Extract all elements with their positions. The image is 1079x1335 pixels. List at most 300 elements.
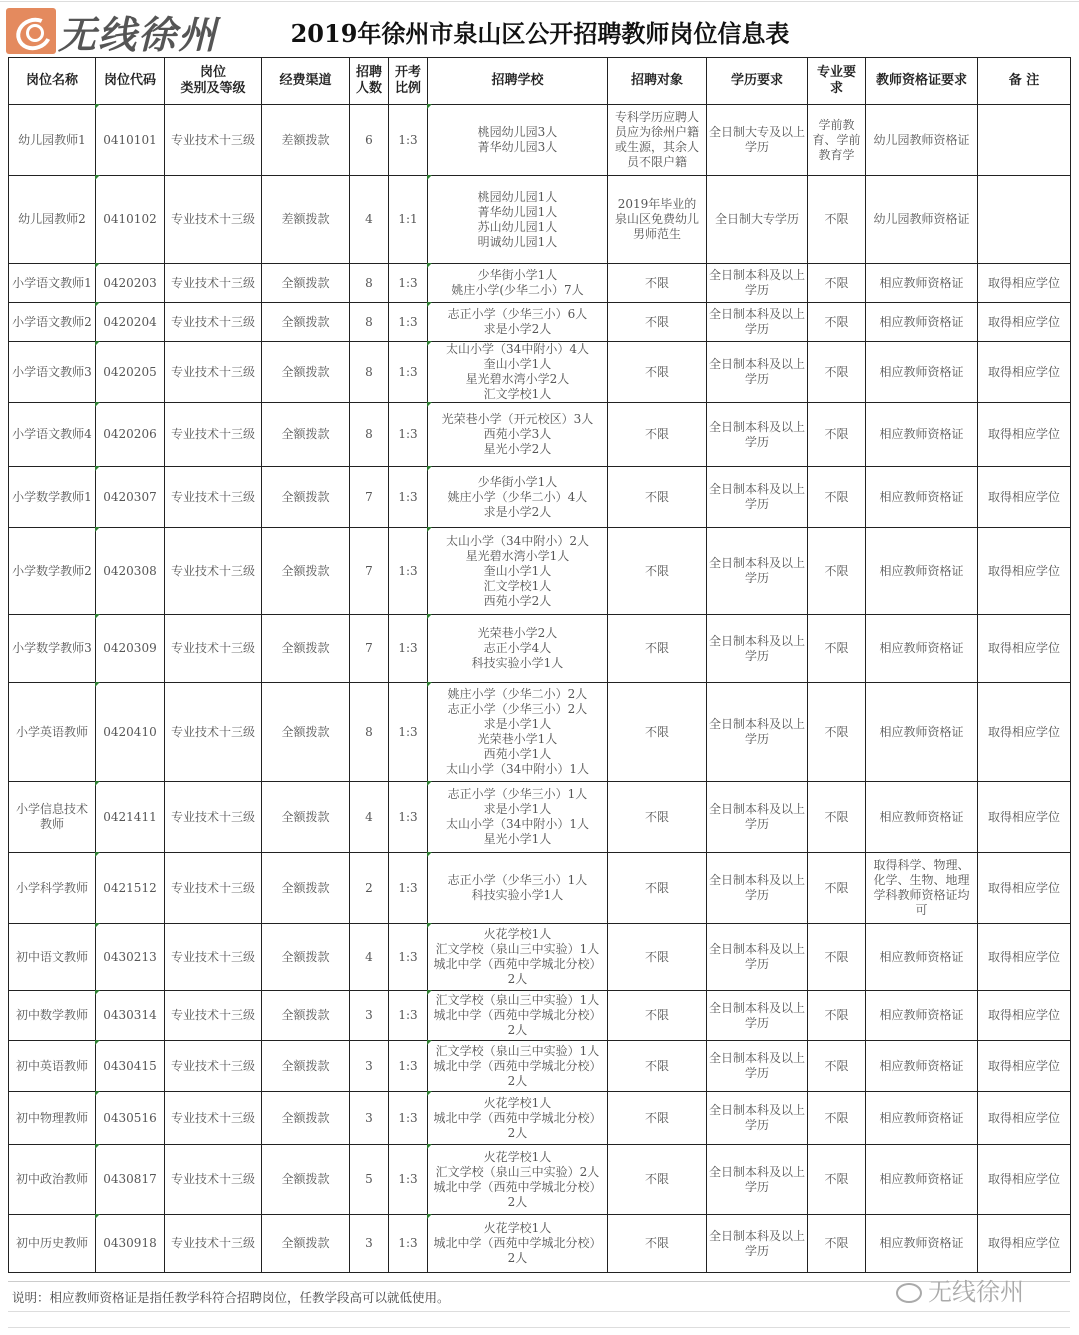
cell-hire-count: 7 xyxy=(350,615,389,683)
cell-education-requirement: 全日制本科及以上学历 xyxy=(707,991,808,1041)
cell-education-requirement: 全日制本科及以上学历 xyxy=(707,467,808,528)
cell-certificate-requirement: 相应教师资格证 xyxy=(866,467,978,528)
cell-hire-count: 8 xyxy=(350,264,389,303)
cell-major-requirement: 不限 xyxy=(808,528,866,615)
cell-position-level: 专业技术十三级 xyxy=(165,342,262,403)
table-row xyxy=(9,924,1071,991)
cell-position-level: 专业技术十三级 xyxy=(165,782,262,853)
cell-schools xyxy=(428,1215,608,1273)
cell-education-requirement: 全日制大专学历 xyxy=(707,176,808,264)
table-row xyxy=(9,342,1071,403)
cell-position-name: 初中语文教师 xyxy=(9,924,96,991)
column-header-line: 招聘学校 xyxy=(491,73,544,88)
table-row xyxy=(9,1145,1071,1215)
cell-exam-ratio: 1:3 xyxy=(389,105,428,176)
brand-logo-icon xyxy=(6,8,56,54)
column-header-line: 招聘 xyxy=(355,65,382,80)
cell-position-level: 专业技术十三级 xyxy=(165,467,262,528)
cell-exam-ratio: 1:3 xyxy=(389,924,428,991)
cell-hire-count: 4 xyxy=(350,782,389,853)
table-header-row xyxy=(9,58,1071,105)
cell-hire-count: 3 xyxy=(350,1215,389,1273)
cell-position-code: 0420203 xyxy=(96,264,165,303)
cell-remark: 取得相应学位 xyxy=(978,853,1071,924)
cell-schools xyxy=(428,991,608,1041)
cell-remark: 取得相应学位 xyxy=(978,403,1071,467)
cell-certificate-requirement: 相应教师资格证 xyxy=(866,1215,978,1273)
cell-certificate-requirement: 幼儿园教师资格证 xyxy=(866,176,978,264)
cell-major-requirement: 不限 xyxy=(808,1215,866,1273)
cell-position-code: 0430415 xyxy=(96,1041,165,1092)
cell-certificate-requirement: 相应教师资格证 xyxy=(866,342,978,403)
cell-remark: 取得相应学位 xyxy=(978,264,1071,303)
cell-remark: 取得相应学位 xyxy=(978,1215,1071,1273)
cell-remark: 取得相应学位 xyxy=(978,1041,1071,1092)
cell-position-name: 幼儿园教师1 xyxy=(9,105,96,176)
column-header-line: 开考 xyxy=(394,65,421,80)
cell-funding-source: 全额拨款 xyxy=(262,991,350,1041)
school-line: 姚庄小学(少华二小）7人 xyxy=(451,283,584,297)
cell-education-requirement: 全日制本科及以上学历 xyxy=(707,683,808,782)
cell-schools xyxy=(428,782,608,853)
cell-schools xyxy=(428,303,608,342)
cell-education-requirement: 全日制本科及以上学历 xyxy=(707,853,808,924)
cell-remark: 取得相应学位 xyxy=(978,991,1071,1041)
cell-remark: 取得相应学位 xyxy=(978,303,1071,342)
column-header-line: 备 注 xyxy=(1008,73,1040,88)
column-header-line: 比例 xyxy=(394,81,421,96)
cell-position-level: 专业技术十三级 xyxy=(165,991,262,1041)
cell-position-name: 小学科学教师 xyxy=(9,853,96,924)
cell-hire-count: 6 xyxy=(350,105,389,176)
school-line: 2人 xyxy=(507,1073,528,1088)
cell-education-requirement: 全日制大专及以上学历 xyxy=(707,105,808,176)
cell-exam-ratio: 1:3 xyxy=(389,853,428,924)
school-line: 太山小学（34中附小）1人 xyxy=(446,817,589,831)
cell-major-requirement: 不限 xyxy=(808,342,866,403)
column-header xyxy=(389,58,428,105)
cell-schools xyxy=(428,924,608,991)
cell-certificate-requirement: 相应教师资格证 xyxy=(866,264,978,303)
cell-major-requirement: 不限 xyxy=(808,303,866,342)
cell-exam-ratio: 1:3 xyxy=(389,528,428,615)
cell-position-level: 专业技术十三级 xyxy=(165,924,262,991)
cell-remark: 取得相应学位 xyxy=(978,924,1071,991)
school-line: 姚庄小学（少华二小）4人 xyxy=(447,489,588,504)
cell-remark: 取得相应学位 xyxy=(978,342,1071,403)
cell-certificate-requirement: 相应教师资格证 xyxy=(866,1092,978,1145)
cell-hire-count: 4 xyxy=(350,176,389,264)
cell-certificate-requirement: 相应教师资格证 xyxy=(866,528,978,615)
school-line: 星光碧水湾小学2人 xyxy=(465,372,570,386)
cell-target-applicants: 不限 xyxy=(608,853,707,924)
cell-remark: 取得相应学位 xyxy=(978,467,1071,528)
table-row xyxy=(9,528,1071,615)
cell-position-name: 小学数学教师1 xyxy=(9,467,96,528)
school-line: 明诚幼儿园1人 xyxy=(477,234,558,249)
cell-hire-count: 4 xyxy=(350,924,389,991)
cell-hire-count: 8 xyxy=(350,683,389,782)
cell-position-level: 专业技术十三级 xyxy=(165,528,262,615)
column-header-line: 招聘对象 xyxy=(630,73,683,88)
cell-remark: 取得相应学位 xyxy=(978,615,1071,683)
cell-funding-source: 全额拨款 xyxy=(262,1215,350,1273)
cell-certificate-requirement: 相应教师资格证 xyxy=(866,683,978,782)
school-line: 汇文学校1人 xyxy=(483,387,552,401)
cell-exam-ratio: 1:3 xyxy=(389,782,428,853)
cell-position-level: 专业技术十三级 xyxy=(165,176,262,264)
cell-funding-source: 全额拨款 xyxy=(262,303,350,342)
table-row xyxy=(9,303,1071,342)
cell-target-applicants: 不限 xyxy=(608,683,707,782)
table-body xyxy=(9,105,1071,1273)
page-title: 2019年徐州市泉山区公开招聘教师岗位信息表 xyxy=(290,19,790,48)
column-header xyxy=(608,58,707,105)
school-line: 汇文学校（泉山三中实验）2人 xyxy=(435,1164,600,1179)
school-line: 2人 xyxy=(507,1251,528,1265)
cell-target-applicants: 不限 xyxy=(608,782,707,853)
school-line: 少华街小学1人 xyxy=(477,474,558,489)
cell-target-applicants: 2019年毕业的泉山区免费幼儿男师范生 xyxy=(608,176,707,264)
school-line: 火花学校1人 xyxy=(483,927,552,941)
school-line: 汇文学校（泉山三中实验）1人 xyxy=(435,1043,600,1058)
school-line: 姚庄小学（少华二小）2人 xyxy=(447,687,588,701)
cell-schools xyxy=(428,1041,608,1092)
cell-exam-ratio: 1:3 xyxy=(389,1145,428,1215)
column-header-line: 教师资格证要求 xyxy=(875,73,967,88)
cell-position-level: 专业技术十三级 xyxy=(165,105,262,176)
cell-target-applicants: 不限 xyxy=(608,924,707,991)
cell-major-requirement: 不限 xyxy=(808,782,866,853)
cell-target-applicants: 不限 xyxy=(608,342,707,403)
school-line: 2人 xyxy=(507,1023,528,1037)
cell-funding-source: 差额拨款 xyxy=(262,176,350,264)
cell-funding-source: 全额拨款 xyxy=(262,924,350,991)
cell-exam-ratio: 1:1 xyxy=(389,176,428,264)
cell-position-code: 0430918 xyxy=(96,1215,165,1273)
cell-target-applicants: 不限 xyxy=(608,1092,707,1145)
cell-education-requirement: 全日制本科及以上学历 xyxy=(707,1215,808,1273)
column-header-line: 岗位代码 xyxy=(103,73,156,88)
school-line: 求是小学2人 xyxy=(483,504,552,519)
cell-position-code: 0420204 xyxy=(96,303,165,342)
cell-target-applicants: 不限 xyxy=(608,303,707,342)
cell-funding-source: 全额拨款 xyxy=(262,264,350,303)
table-row xyxy=(9,467,1071,528)
column-header xyxy=(978,58,1071,105)
cell-remark xyxy=(978,105,1071,176)
school-line: 科技实验小学1人 xyxy=(471,656,564,670)
cell-education-requirement: 全日制本科及以上学历 xyxy=(707,1041,808,1092)
cell-funding-source: 全额拨款 xyxy=(262,1041,350,1092)
table-row xyxy=(9,403,1071,467)
school-line: 火花学校1人 xyxy=(483,1221,552,1235)
cell-schools xyxy=(428,615,608,683)
cell-schools xyxy=(428,467,608,528)
table-row xyxy=(9,1041,1071,1092)
cell-target-applicants: 不限 xyxy=(608,264,707,303)
cell-education-requirement: 全日制本科及以上学历 xyxy=(707,528,808,615)
column-header xyxy=(428,58,608,105)
cell-target-applicants: 不限 xyxy=(608,528,707,615)
cell-schools xyxy=(428,264,608,303)
cell-schools xyxy=(428,342,608,403)
cell-funding-source: 全额拨款 xyxy=(262,342,350,403)
school-line: 太山小学（34中附小）4人 xyxy=(446,342,589,356)
cell-certificate-requirement: 相应教师资格证 xyxy=(866,615,978,683)
cell-position-name: 小学英语教师 xyxy=(9,683,96,782)
cell-position-level: 专业技术十三级 xyxy=(165,1215,262,1273)
school-line: 光荣巷小学1人 xyxy=(477,732,558,746)
table-row xyxy=(9,615,1071,683)
school-line: 星光小学1人 xyxy=(483,832,552,846)
cell-schools xyxy=(428,176,608,264)
table-row xyxy=(9,1215,1071,1273)
table-row xyxy=(9,176,1071,264)
cell-hire-count: 3 xyxy=(350,991,389,1041)
cell-position-level: 专业技术十三级 xyxy=(165,403,262,467)
cell-position-code: 0420206 xyxy=(96,403,165,467)
cell-major-requirement: 不限 xyxy=(808,403,866,467)
cell-position-name: 幼儿园教师2 xyxy=(9,176,96,264)
cell-position-level: 专业技术十三级 xyxy=(165,853,262,924)
school-line: 西苑小学1人 xyxy=(483,747,552,761)
cell-exam-ratio: 1:3 xyxy=(389,342,428,403)
cell-position-code: 0420307 xyxy=(96,467,165,528)
cell-schools xyxy=(428,403,608,467)
school-line: 星光小学2人 xyxy=(483,442,552,456)
school-line: 苏山幼儿园1人 xyxy=(477,219,558,234)
cell-education-requirement: 全日制本科及以上学历 xyxy=(707,303,808,342)
school-line: 太山小学（34中附小）1人 xyxy=(446,762,589,776)
cell-position-code: 0430817 xyxy=(96,1145,165,1215)
watermark xyxy=(896,1272,1024,1307)
cell-certificate-requirement: 相应教师资格证 xyxy=(866,1145,978,1215)
cell-funding-source: 全额拨款 xyxy=(262,1145,350,1215)
cell-funding-source: 差额拨款 xyxy=(262,105,350,176)
cell-remark: 取得相应学位 xyxy=(978,782,1071,853)
column-header xyxy=(707,58,808,105)
school-line: 少华街小学1人 xyxy=(477,268,558,282)
column-header-line: 人数 xyxy=(355,81,382,96)
school-line: 城北中学（西苑中学城北分校） xyxy=(433,1236,602,1250)
cell-target-applicants: 不限 xyxy=(608,991,707,1041)
cell-remark xyxy=(978,176,1071,264)
cell-target-applicants: 不限 xyxy=(608,1041,707,1092)
cell-major-requirement: 不限 xyxy=(808,264,866,303)
cell-hire-count: 7 xyxy=(350,467,389,528)
cell-hire-count: 8 xyxy=(350,403,389,467)
cell-position-code: 0421411 xyxy=(96,782,165,853)
cell-target-applicants: 不限 xyxy=(608,403,707,467)
school-line: 星光碧水湾小学1人 xyxy=(465,548,570,563)
cell-position-level: 专业技术十三级 xyxy=(165,1145,262,1215)
table-row xyxy=(9,853,1071,924)
school-line: 2人 xyxy=(507,1194,528,1209)
cell-position-code: 0410102 xyxy=(96,176,165,264)
column-header-line: 岗位名称 xyxy=(25,73,78,88)
cell-major-requirement: 学前教育、学前教育学 xyxy=(808,105,866,176)
cell-target-applicants: 不限 xyxy=(608,615,707,683)
school-line: 城北中学（西苑中学城北分校） xyxy=(433,1008,602,1022)
cell-exam-ratio: 1:3 xyxy=(389,683,428,782)
school-line: 求是小学1人 xyxy=(483,802,552,816)
school-line: 志正小学（少华三小）2人 xyxy=(447,702,588,716)
cell-position-code: 0420308 xyxy=(96,528,165,615)
school-line: 火花学校1人 xyxy=(483,1095,552,1110)
school-line: 志正小学4人 xyxy=(483,641,552,655)
column-header-line: 岗位 xyxy=(199,65,226,80)
cell-education-requirement: 全日制本科及以上学历 xyxy=(707,615,808,683)
table-row xyxy=(9,105,1071,176)
column-header xyxy=(808,58,866,105)
cell-hire-count: 5 xyxy=(350,1145,389,1215)
cell-position-level: 专业技术十三级 xyxy=(165,264,262,303)
table-row xyxy=(9,683,1071,782)
top-divider xyxy=(0,1,1079,2)
school-line: 求是小学1人 xyxy=(483,717,552,731)
cell-hire-count: 2 xyxy=(350,853,389,924)
cell-position-level: 专业技术十三级 xyxy=(165,1092,262,1145)
cell-certificate-requirement: 相应教师资格证 xyxy=(866,782,978,853)
cell-certificate-requirement: 相应教师资格证 xyxy=(866,403,978,467)
cell-schools xyxy=(428,528,608,615)
school-line: 桃园幼儿园1人 xyxy=(477,189,558,204)
cell-position-level: 专业技术十三级 xyxy=(165,615,262,683)
cell-hire-count: 7 xyxy=(350,528,389,615)
cell-major-requirement: 不限 xyxy=(808,683,866,782)
cell-position-name: 初中数学教师 xyxy=(9,991,96,1041)
cell-major-requirement: 不限 xyxy=(808,853,866,924)
school-line: 桃园幼儿园3人 xyxy=(477,125,558,139)
cell-exam-ratio: 1:3 xyxy=(389,1215,428,1273)
school-line: 志正小学（少华三小）6人 xyxy=(447,307,588,321)
cell-funding-source: 全额拨款 xyxy=(262,1092,350,1145)
column-header-line: 求 xyxy=(829,81,843,96)
cell-major-requirement: 不限 xyxy=(808,176,866,264)
cell-exam-ratio: 1:3 xyxy=(389,615,428,683)
cell-major-requirement: 不限 xyxy=(808,924,866,991)
cell-position-name: 初中物理教师 xyxy=(9,1092,96,1145)
cell-remark: 取得相应学位 xyxy=(978,1145,1071,1215)
school-line: 西苑小学2人 xyxy=(483,593,552,608)
cell-major-requirement: 不限 xyxy=(808,1041,866,1092)
cell-hire-count: 3 xyxy=(350,1041,389,1092)
cell-major-requirement: 不限 xyxy=(808,1092,866,1145)
cell-certificate-requirement: 幼儿园教师资格证 xyxy=(866,105,978,176)
cell-certificate-requirement: 相应教师资格证 xyxy=(866,1041,978,1092)
school-line: 奎山小学1人 xyxy=(483,563,552,578)
cell-major-requirement: 不限 xyxy=(808,615,866,683)
cell-position-name: 小学数学教师2 xyxy=(9,528,96,615)
column-header xyxy=(866,58,978,105)
table-row xyxy=(9,1092,1071,1145)
school-line: 奎山小学1人 xyxy=(483,357,552,371)
footnote: 说明：相应教师资格证是指任教学科符合招聘岗位，任教学段高可以就低使用。 xyxy=(12,1290,450,1305)
cell-remark: 取得相应学位 xyxy=(978,683,1071,782)
cell-remark: 取得相应学位 xyxy=(978,1092,1071,1145)
cell-exam-ratio: 1:3 xyxy=(389,1092,428,1145)
cell-education-requirement: 全日制本科及以上学历 xyxy=(707,342,808,403)
cell-position-name: 小学信息技术教师 xyxy=(9,782,96,853)
cell-position-level: 专业技术十三级 xyxy=(165,303,262,342)
cell-education-requirement: 全日制本科及以上学历 xyxy=(707,403,808,467)
cell-remark: 取得相应学位 xyxy=(978,528,1071,615)
school-line: 志正小学（少华三小）1人 xyxy=(447,873,588,887)
cell-position-code: 0420205 xyxy=(96,342,165,403)
column-header xyxy=(96,58,165,105)
cell-certificate-requirement: 相应教师资格证 xyxy=(866,924,978,991)
cell-funding-source: 全额拨款 xyxy=(262,615,350,683)
school-line: 菁华幼儿园3人 xyxy=(477,140,558,154)
table-row xyxy=(9,264,1071,303)
school-line: 城北中学（西苑中学城北分校） xyxy=(433,1179,602,1194)
cell-position-name: 初中政治教师 xyxy=(9,1145,96,1215)
school-line: 城北中学（西苑中学城北分校） xyxy=(433,1058,602,1073)
column-header xyxy=(350,58,389,105)
cell-position-name: 小学语文教师3 xyxy=(9,342,96,403)
cell-target-applicants: 不限 xyxy=(608,1145,707,1215)
cell-position-name: 小学语文教师2 xyxy=(9,303,96,342)
cell-schools xyxy=(428,1145,608,1215)
column-header-line: 学历要求 xyxy=(730,73,783,88)
school-line: 西苑小学3人 xyxy=(483,427,552,441)
cell-exam-ratio: 1:3 xyxy=(389,264,428,303)
cell-position-code: 0420410 xyxy=(96,683,165,782)
recruitment-table xyxy=(8,57,1071,1273)
cell-exam-ratio: 1:3 xyxy=(389,467,428,528)
cell-position-code: 0410101 xyxy=(96,105,165,176)
wechat-icon xyxy=(896,1283,922,1303)
column-header-line: 专业要 xyxy=(816,65,856,80)
cell-funding-source: 全额拨款 xyxy=(262,782,350,853)
cell-position-name: 小学数学教师3 xyxy=(9,615,96,683)
cell-position-code: 0430314 xyxy=(96,991,165,1041)
cell-exam-ratio: 1:3 xyxy=(389,303,428,342)
cell-position-name: 初中历史教师 xyxy=(9,1215,96,1273)
cell-certificate-requirement: 相应教师资格证 xyxy=(866,303,978,342)
school-line: 求是小学2人 xyxy=(483,322,552,336)
cell-schools xyxy=(428,683,608,782)
cell-target-applicants: 不限 xyxy=(608,467,707,528)
school-line: 科技实验小学1人 xyxy=(471,888,564,902)
cell-exam-ratio: 1:3 xyxy=(389,991,428,1041)
school-line: 志正小学（少华三小）1人 xyxy=(447,787,588,801)
cell-position-code: 0430213 xyxy=(96,924,165,991)
cell-position-name: 小学语文教师1 xyxy=(9,264,96,303)
cell-certificate-requirement: 相应教师资格证 xyxy=(866,991,978,1041)
cell-hire-count: 8 xyxy=(350,303,389,342)
cell-major-requirement: 不限 xyxy=(808,991,866,1041)
cell-funding-source: 全额拨款 xyxy=(262,683,350,782)
school-line: 2人 xyxy=(507,1125,528,1140)
cell-education-requirement: 全日制本科及以上学历 xyxy=(707,782,808,853)
school-line: 汇文学校1人 xyxy=(483,578,552,593)
cell-education-requirement: 全日制本科及以上学历 xyxy=(707,264,808,303)
column-header-line: 类别及等级 xyxy=(180,81,246,96)
table-row xyxy=(9,782,1071,853)
cell-funding-source: 全额拨款 xyxy=(262,403,350,467)
table-row xyxy=(9,991,1071,1041)
column-header xyxy=(9,58,96,105)
school-line: 太山小学（34中附小）2人 xyxy=(446,533,589,548)
cell-education-requirement: 全日制本科及以上学历 xyxy=(707,1092,808,1145)
cell-education-requirement: 全日制本科及以上学历 xyxy=(707,924,808,991)
watermark-text: 无线徐州 xyxy=(928,1278,1024,1306)
cell-target-applicants: 专科学历应聘人员应为徐州户籍或生源，其余人员不限户籍 xyxy=(608,105,707,176)
cell-schools xyxy=(428,105,608,176)
brand-name: 无线徐州 xyxy=(58,13,219,57)
